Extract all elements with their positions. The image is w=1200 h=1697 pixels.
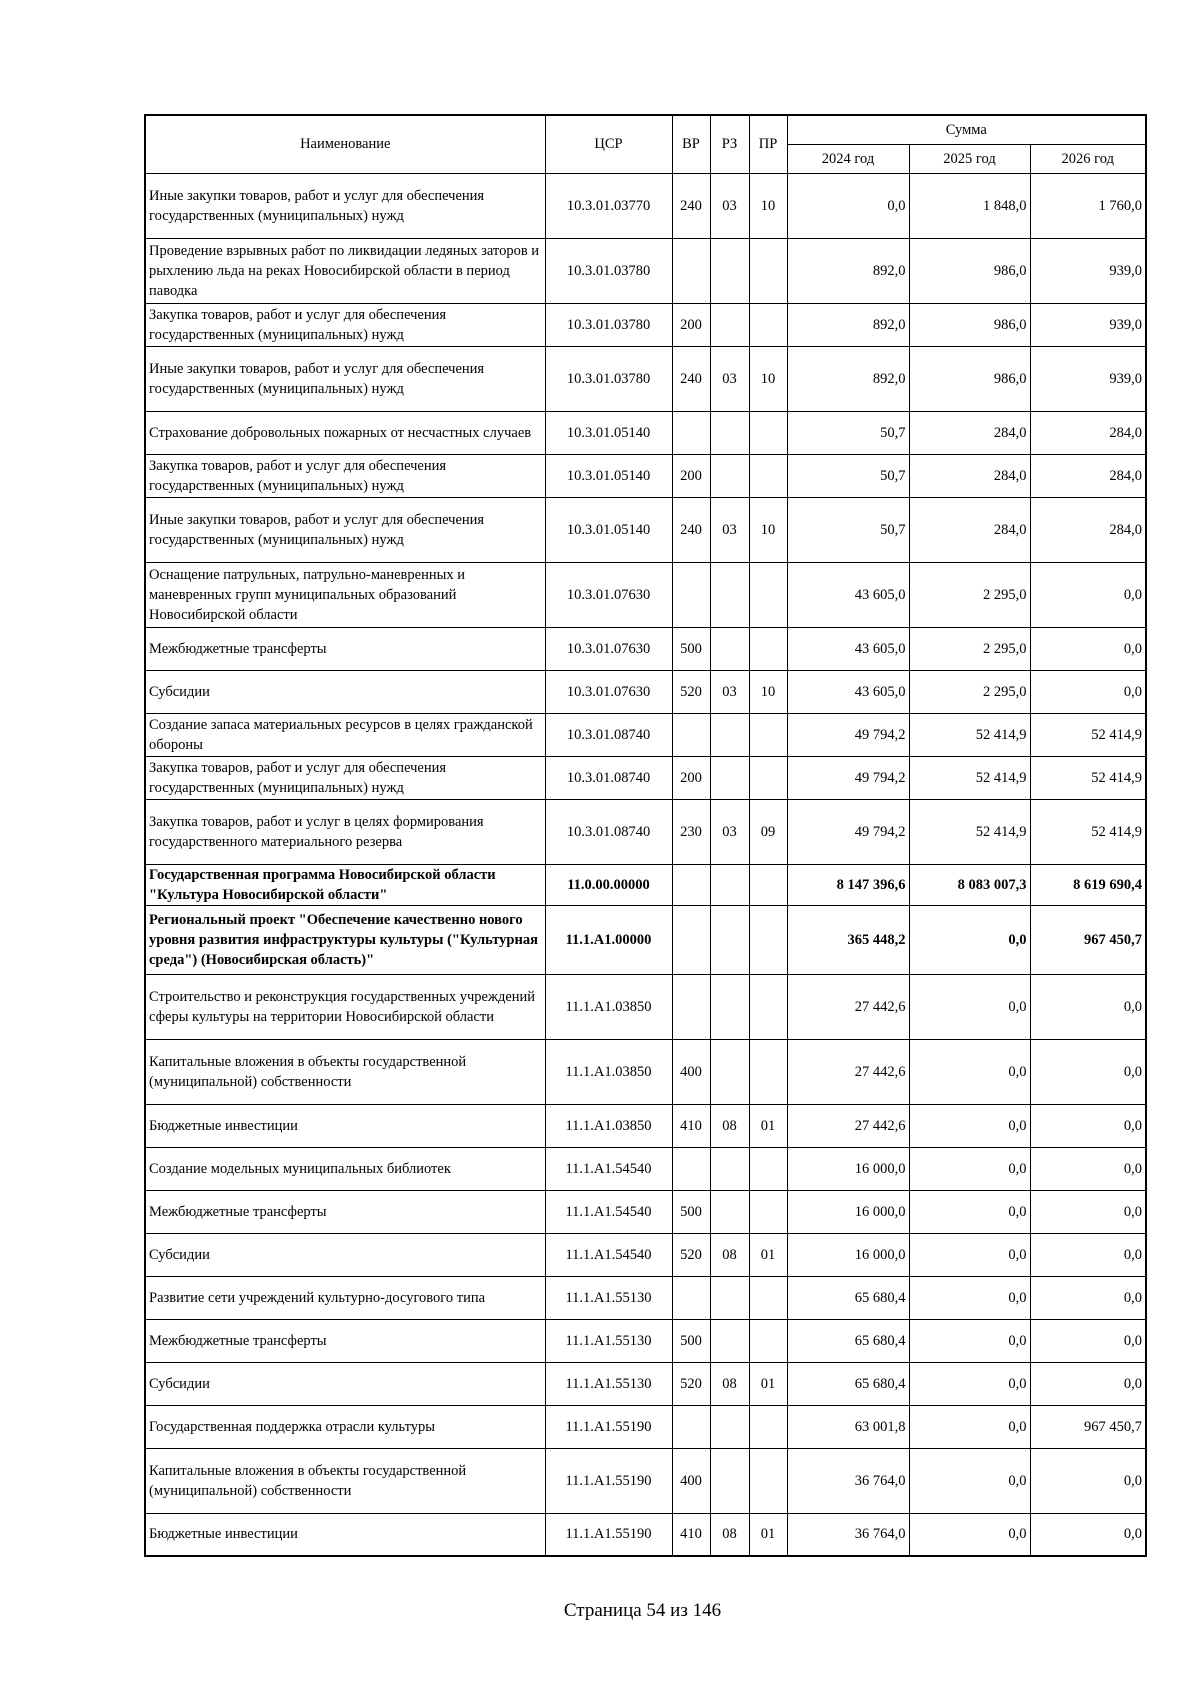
row-csr: 11.1.А1.03850 — [545, 1104, 672, 1147]
table-row — [145, 411, 1146, 454]
row-name: Бюджетные инвестиции — [145, 1513, 545, 1556]
row-sum-2024: 43 605,0 — [787, 562, 909, 627]
row-vr — [672, 713, 710, 756]
page-footer: Страница 54 из 146 — [563, 1600, 722, 1621]
row-sum-2026: 0,0 — [1030, 1147, 1146, 1190]
row-pr — [749, 713, 787, 756]
row-pr: 01 — [749, 1513, 787, 1556]
row-sum-2025: 0,0 — [909, 1104, 1030, 1147]
table-body — [145, 173, 1146, 1556]
row-sum-2024: 50,7 — [787, 411, 909, 454]
row-sum-2025: 0,0 — [909, 1513, 1030, 1556]
row-csr: 11.1.А1.03850 — [545, 1039, 672, 1104]
row-rz — [710, 1319, 749, 1362]
row-sum-2025: 284,0 — [909, 411, 1030, 454]
row-vr — [672, 1276, 710, 1319]
row-sum-2024: 65 680,4 — [787, 1276, 909, 1319]
row-sum-2026: 0,0 — [1030, 1104, 1146, 1147]
row-pr — [749, 411, 787, 454]
row-sum-2025: 284,0 — [909, 497, 1030, 562]
row-sum-2026: 0,0 — [1030, 1233, 1146, 1276]
row-vr — [672, 411, 710, 454]
row-name: Межбюджетные трансферты — [145, 1319, 545, 1362]
row-vr: 200 — [672, 756, 710, 799]
row-sum-2025: 986,0 — [909, 238, 1030, 303]
row-name: Государственная поддержка отрасли культуры — [145, 1405, 545, 1448]
table-row — [145, 1276, 1146, 1319]
row-pr — [749, 1448, 787, 1513]
row-name: Иные закупки товаров, работ и услуг для обеспечения государственных (муниципальных) нужд — [145, 346, 545, 411]
row-csr: 10.3.01.03770 — [545, 173, 672, 238]
row-vr — [672, 1147, 710, 1190]
row-pr — [749, 756, 787, 799]
row-sum-2025: 2 295,0 — [909, 627, 1030, 670]
row-pr — [749, 303, 787, 346]
table-row — [145, 497, 1146, 562]
row-sum-2025: 986,0 — [909, 346, 1030, 411]
row-name: Субсидии — [145, 1362, 545, 1405]
row-name: Проведение взрывных работ по ликвидации ледяных заторов и рыхлению льда на реках Новосибирской области в период паводка — [145, 238, 545, 303]
row-pr — [749, 974, 787, 1039]
row-vr: 520 — [672, 1233, 710, 1276]
table-row — [145, 303, 1146, 346]
row-csr: 10.3.01.08740 — [545, 799, 672, 864]
row-rz — [710, 905, 749, 974]
row-sum-2025: 0,0 — [909, 1362, 1030, 1405]
row-name: Иные закупки товаров, работ и услуг для обеспечения государственных (муниципальных) нужд — [145, 173, 545, 238]
row-rz — [710, 1448, 749, 1513]
row-pr: 01 — [749, 1104, 787, 1147]
row-name: Закупка товаров, работ и услуг в целях формирования государственного материального резерва — [145, 799, 545, 864]
row-name: Капитальные вложения в объекты государственной (муниципальной) собственности — [145, 1448, 545, 1513]
row-pr — [749, 1276, 787, 1319]
row-pr — [749, 454, 787, 497]
row-sum-2024: 50,7 — [787, 497, 909, 562]
row-sum-2026: 939,0 — [1030, 346, 1146, 411]
row-sum-2026: 0,0 — [1030, 670, 1146, 713]
table-row — [145, 1448, 1146, 1513]
row-sum-2026: 284,0 — [1030, 454, 1146, 497]
row-sum-2026: 52 414,9 — [1030, 799, 1146, 864]
row-pr — [749, 627, 787, 670]
row-rz — [710, 1190, 749, 1233]
row-sum-2024: 65 680,4 — [787, 1362, 909, 1405]
row-rz — [710, 713, 749, 756]
row-sum-2024: 16 000,0 — [787, 1190, 909, 1233]
row-sum-2024: 365 448,2 — [787, 905, 909, 974]
row-vr: 410 — [672, 1104, 710, 1147]
row-sum-2026: 939,0 — [1030, 303, 1146, 346]
row-name: Закупка товаров, работ и услуг для обеспечения государственных (муниципальных) нужд — [145, 756, 545, 799]
row-name: Государственная программа Новосибирской области "Культура Новосибирской области" — [145, 864, 545, 905]
row-sum-2024: 892,0 — [787, 238, 909, 303]
row-name: Субсидии — [145, 670, 545, 713]
row-name: Создание модельных муниципальных библиотек — [145, 1147, 545, 1190]
row-pr — [749, 562, 787, 627]
row-pr — [749, 1319, 787, 1362]
row-sum-2026: 967 450,7 — [1030, 1405, 1146, 1448]
table-row — [145, 1513, 1146, 1556]
row-pr — [749, 864, 787, 905]
row-name: Капитальные вложения в объекты государственной (муниципальной) собственности — [145, 1039, 545, 1104]
table-row — [145, 713, 1146, 756]
row-vr: 520 — [672, 1362, 710, 1405]
row-sum-2024: 27 442,6 — [787, 1039, 909, 1104]
row-pr: 10 — [749, 346, 787, 411]
row-vr — [672, 905, 710, 974]
row-sum-2025: 0,0 — [909, 1233, 1030, 1276]
row-sum-2025: 0,0 — [909, 1405, 1030, 1448]
row-rz — [710, 411, 749, 454]
budget-table — [144, 114, 1147, 1557]
header-rz: РЗ — [710, 115, 749, 173]
row-rz — [710, 627, 749, 670]
table-row — [145, 756, 1146, 799]
row-sum-2026: 0,0 — [1030, 1276, 1146, 1319]
row-sum-2025: 52 414,9 — [909, 713, 1030, 756]
row-sum-2025: 1 848,0 — [909, 173, 1030, 238]
row-sum-2024: 43 605,0 — [787, 627, 909, 670]
table-row — [145, 864, 1146, 905]
row-rz — [710, 1405, 749, 1448]
row-sum-2025: 2 295,0 — [909, 562, 1030, 627]
row-sum-2026: 1 760,0 — [1030, 173, 1146, 238]
row-rz — [710, 562, 749, 627]
row-rz — [710, 756, 749, 799]
row-sum-2024: 36 764,0 — [787, 1513, 909, 1556]
table-row — [145, 1319, 1146, 1362]
row-csr: 10.3.01.03780 — [545, 238, 672, 303]
header-name: Наименование — [145, 115, 545, 173]
row-csr: 11.1.А1.54540 — [545, 1233, 672, 1276]
row-sum-2026: 0,0 — [1030, 974, 1146, 1039]
row-name: Межбюджетные трансферты — [145, 627, 545, 670]
table-row — [145, 1147, 1146, 1190]
row-sum-2026: 284,0 — [1030, 497, 1146, 562]
header-year-2025: 2025 год — [909, 144, 1030, 173]
row-csr: 11.1.А1.03850 — [545, 974, 672, 1039]
header-vr: ВР — [672, 115, 710, 173]
row-rz: 08 — [710, 1233, 749, 1276]
row-sum-2026: 52 414,9 — [1030, 713, 1146, 756]
row-rz: 08 — [710, 1513, 749, 1556]
row-name: Закупка товаров, работ и услуг для обеспечения государственных (муниципальных) нужд — [145, 303, 545, 346]
row-rz — [710, 238, 749, 303]
row-sum-2026: 0,0 — [1030, 1039, 1146, 1104]
row-sum-2026: 939,0 — [1030, 238, 1146, 303]
row-vr: 500 — [672, 1190, 710, 1233]
row-sum-2025: 284,0 — [909, 454, 1030, 497]
row-name: Оснащение патрульных, патрульно-маневренных и маневренных групп муниципальных образований Новосибирской области — [145, 562, 545, 627]
row-csr: 10.3.01.08740 — [545, 756, 672, 799]
row-vr: 500 — [672, 627, 710, 670]
table-row — [145, 1104, 1146, 1147]
row-sum-2024: 8 147 396,6 — [787, 864, 909, 905]
row-vr — [672, 562, 710, 627]
row-pr: 01 — [749, 1362, 787, 1405]
row-pr — [749, 1147, 787, 1190]
header-sum: Сумма — [787, 115, 1146, 144]
row-csr: 11.1.А1.55130 — [545, 1362, 672, 1405]
row-csr: 10.3.01.07630 — [545, 670, 672, 713]
row-pr: 01 — [749, 1233, 787, 1276]
row-rz — [710, 1147, 749, 1190]
row-pr — [749, 1039, 787, 1104]
row-sum-2025: 0,0 — [909, 974, 1030, 1039]
row-sum-2024: 16 000,0 — [787, 1233, 909, 1276]
row-csr: 11.1.А1.55130 — [545, 1276, 672, 1319]
row-pr: 09 — [749, 799, 787, 864]
table-row — [145, 974, 1146, 1039]
row-rz: 03 — [710, 670, 749, 713]
row-csr: 10.3.01.05140 — [545, 497, 672, 562]
row-sum-2024: 27 442,6 — [787, 1104, 909, 1147]
row-vr: 240 — [672, 497, 710, 562]
row-rz — [710, 1039, 749, 1104]
row-sum-2025: 0,0 — [909, 1147, 1030, 1190]
header-year-2026: 2026 год — [1030, 144, 1146, 173]
row-sum-2024: 36 764,0 — [787, 1448, 909, 1513]
row-csr: 11.1.А1.54540 — [545, 1190, 672, 1233]
row-sum-2025: 0,0 — [909, 1276, 1030, 1319]
row-name: Субсидии — [145, 1233, 545, 1276]
row-sum-2026: 967 450,7 — [1030, 905, 1146, 974]
table-row — [145, 173, 1146, 238]
table-row — [145, 1405, 1146, 1448]
row-csr: 10.3.01.03780 — [545, 346, 672, 411]
row-pr — [749, 238, 787, 303]
table-row — [145, 799, 1146, 864]
row-sum-2026: 0,0 — [1030, 1513, 1146, 1556]
row-rz — [710, 974, 749, 1039]
row-name: Развитие сети учреждений культурно-досугового типа — [145, 1276, 545, 1319]
row-vr — [672, 1405, 710, 1448]
row-sum-2024: 892,0 — [787, 346, 909, 411]
row-pr: 10 — [749, 497, 787, 562]
row-vr — [672, 974, 710, 1039]
row-sum-2025: 986,0 — [909, 303, 1030, 346]
table-row — [145, 1190, 1146, 1233]
row-name: Строительство и реконструкция государственных учреждений сферы культуры на территории Новосибирской области — [145, 974, 545, 1039]
row-sum-2026: 0,0 — [1030, 1190, 1146, 1233]
row-pr: 10 — [749, 173, 787, 238]
table-row — [145, 1233, 1146, 1276]
row-vr: 500 — [672, 1319, 710, 1362]
row-sum-2026: 284,0 — [1030, 411, 1146, 454]
table-row — [145, 562, 1146, 627]
row-sum-2025: 0,0 — [909, 905, 1030, 974]
row-name: Региональный проект "Обеспечение качественно нового уровня развития инфраструктуры культуры ("Культурная среда") (Новосибирская область)" — [145, 905, 545, 974]
row-pr — [749, 1405, 787, 1448]
row-sum-2024: 63 001,8 — [787, 1405, 909, 1448]
row-csr: 11.1.А1.54540 — [545, 1147, 672, 1190]
row-sum-2024: 49 794,2 — [787, 713, 909, 756]
row-csr: 11.0.00.00000 — [545, 864, 672, 905]
row-sum-2026: 52 414,9 — [1030, 756, 1146, 799]
row-name: Закупка товаров, работ и услуг для обеспечения государственных (муниципальных) нужд — [145, 454, 545, 497]
row-sum-2025: 0,0 — [909, 1039, 1030, 1104]
table-row — [145, 1362, 1146, 1405]
row-sum-2026: 8 619 690,4 — [1030, 864, 1146, 905]
row-name: Страхование добровольных пожарных от несчастных случаев — [145, 411, 545, 454]
row-sum-2025: 0,0 — [909, 1448, 1030, 1513]
row-pr — [749, 905, 787, 974]
row-rz — [710, 454, 749, 497]
row-name: Межбюджетные трансферты — [145, 1190, 545, 1233]
row-vr: 200 — [672, 454, 710, 497]
row-vr: 400 — [672, 1039, 710, 1104]
row-sum-2026: 0,0 — [1030, 562, 1146, 627]
row-sum-2024: 16 000,0 — [787, 1147, 909, 1190]
row-csr: 11.1.А1.55190 — [545, 1448, 672, 1513]
row-sum-2024: 27 442,6 — [787, 974, 909, 1039]
table-row — [145, 238, 1146, 303]
header-csr: ЦСР — [545, 115, 672, 173]
row-csr: 10.3.01.07630 — [545, 562, 672, 627]
table-row — [145, 1039, 1146, 1104]
row-csr: 10.3.01.07630 — [545, 627, 672, 670]
row-sum-2025: 52 414,9 — [909, 799, 1030, 864]
row-sum-2024: 65 680,4 — [787, 1319, 909, 1362]
table-row — [145, 670, 1146, 713]
row-sum-2024: 892,0 — [787, 303, 909, 346]
row-pr: 10 — [749, 670, 787, 713]
row-name: Бюджетные инвестиции — [145, 1104, 545, 1147]
row-csr: 11.1.А1.55190 — [545, 1405, 672, 1448]
row-rz — [710, 303, 749, 346]
row-vr: 240 — [672, 173, 710, 238]
header-year-2024: 2024 год — [787, 144, 909, 173]
row-rz: 03 — [710, 497, 749, 562]
row-sum-2024: 50,7 — [787, 454, 909, 497]
row-name: Создание запаса материальных ресурсов в целях гражданской обороны — [145, 713, 545, 756]
row-vr: 400 — [672, 1448, 710, 1513]
row-rz: 08 — [710, 1104, 749, 1147]
row-rz: 03 — [710, 799, 749, 864]
row-vr: 230 — [672, 799, 710, 864]
row-sum-2024: 43 605,0 — [787, 670, 909, 713]
header-pr: ПР — [749, 115, 787, 173]
row-sum-2025: 0,0 — [909, 1190, 1030, 1233]
row-csr: 10.3.01.03780 — [545, 303, 672, 346]
row-rz: 03 — [710, 173, 749, 238]
row-csr: 10.3.01.05140 — [545, 454, 672, 497]
row-sum-2025: 8 083 007,3 — [909, 864, 1030, 905]
row-csr: 10.3.01.08740 — [545, 713, 672, 756]
row-sum-2026: 0,0 — [1030, 627, 1146, 670]
row-csr: 11.1.А1.00000 — [545, 905, 672, 974]
row-vr: 200 — [672, 303, 710, 346]
row-sum-2025: 0,0 — [909, 1319, 1030, 1362]
row-vr: 410 — [672, 1513, 710, 1556]
row-sum-2024: 0,0 — [787, 173, 909, 238]
row-vr — [672, 238, 710, 303]
table-row — [145, 905, 1146, 974]
table-row — [145, 627, 1146, 670]
row-name: Иные закупки товаров, работ и услуг для обеспечения государственных (муниципальных) нужд — [145, 497, 545, 562]
row-rz — [710, 1276, 749, 1319]
row-sum-2024: 49 794,2 — [787, 799, 909, 864]
row-vr: 520 — [672, 670, 710, 713]
row-csr: 11.1.А1.55190 — [545, 1513, 672, 1556]
row-rz — [710, 864, 749, 905]
row-sum-2026: 0,0 — [1030, 1448, 1146, 1513]
row-csr: 11.1.А1.55130 — [545, 1319, 672, 1362]
row-sum-2024: 49 794,2 — [787, 756, 909, 799]
table-row — [145, 346, 1146, 411]
table-row — [145, 454, 1146, 497]
row-rz: 03 — [710, 346, 749, 411]
row-sum-2025: 52 414,9 — [909, 756, 1030, 799]
row-vr — [672, 864, 710, 905]
row-sum-2026: 0,0 — [1030, 1362, 1146, 1405]
row-pr — [749, 1190, 787, 1233]
row-csr: 10.3.01.05140 — [545, 411, 672, 454]
row-sum-2026: 0,0 — [1030, 1319, 1146, 1362]
row-rz: 08 — [710, 1362, 749, 1405]
row-sum-2025: 2 295,0 — [909, 670, 1030, 713]
row-vr: 240 — [672, 346, 710, 411]
